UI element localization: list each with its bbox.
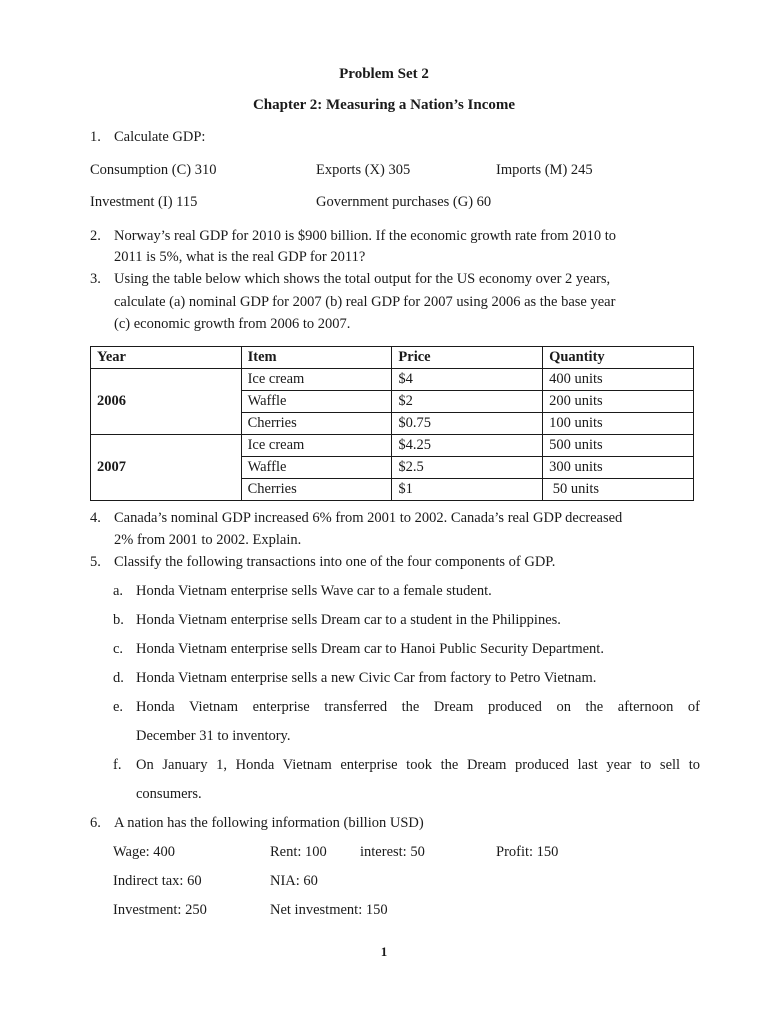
quantity-cell: 500 units [543, 435, 694, 457]
item-text: Honda Vietnam enterprise sells a new Civic Car from factory to Petro Vietnam. [136, 670, 597, 686]
price-cell: $2.5 [392, 457, 543, 479]
quantity-cell: 300 units [543, 457, 694, 479]
table-row [91, 435, 694, 457]
question-number: 4. [90, 510, 101, 526]
price-cell: $0.75 [392, 413, 543, 435]
item-text-line: consumers. [136, 786, 202, 802]
quantity-cell: 400 units [543, 369, 694, 391]
interest-value: interest: 50 [360, 844, 425, 860]
government-value: Government purchases (G) 60 [316, 194, 492, 210]
price-cell: $4.25 [392, 435, 543, 457]
item-text: Honda Vietnam enterprise sells Wave car to a female student. [136, 583, 492, 599]
page-number: 1 [380, 944, 388, 959]
item-letter: e. [113, 699, 124, 715]
table-row [91, 369, 694, 391]
item-cell: Ice cream [241, 435, 392, 457]
item-text-line: On January 1, Honda Vietnam enterprise took the Dream produced last year to sell to [136, 757, 700, 773]
quantity-cell: 50 units [543, 479, 694, 501]
question-text-line: Norway’s real GDP for 2010 is $900 billion. If the economic growth rate from 2010 to [114, 228, 617, 244]
exports-value: Exports (X) 305 [316, 162, 411, 178]
table-header: Item [241, 347, 392, 369]
item-cell: Waffle [241, 457, 392, 479]
table-header: Price [392, 347, 543, 369]
investment-value: Investment: 250 [113, 902, 207, 918]
document-title: Problem Set 2 [339, 66, 429, 82]
indirect-tax-value: Indirect tax: 60 [113, 873, 202, 889]
question-text: A nation has the following information (billion USD) [114, 815, 424, 831]
question-text-line: 2011 is 5%, what is the real GDP for 2011? [114, 249, 366, 265]
question-text-line: 2% from 2001 to 2002. Explain. [114, 532, 302, 548]
output-table [90, 346, 694, 501]
item-cell: Cherries [241, 413, 392, 435]
item-letter: b. [113, 612, 124, 628]
chapter-title: Chapter 2: Measuring a Nation’s Income [252, 97, 516, 113]
table-header: Quantity [543, 347, 694, 369]
table-header-row [91, 347, 694, 369]
question-text-line: calculate (a) nominal GDP for 2007 (b) real GDP for 2007 using 2006 as the base year [114, 294, 616, 310]
price-cell: $2 [392, 391, 543, 413]
consumption-value: Consumption (C) 310 [90, 162, 217, 178]
item-text-line: December 31 to inventory. [136, 728, 291, 744]
net-investment-value: Net investment: 150 [270, 902, 388, 918]
item-text: Honda Vietnam enterprise sells Dream car to a student in the Philippines. [136, 612, 561, 628]
item-letter: d. [113, 670, 124, 686]
imports-value: Imports (M) 245 [496, 162, 593, 178]
wage-value: Wage: 400 [113, 844, 176, 860]
quantity-cell: 200 units [543, 391, 694, 413]
nia-value: NIA: 60 [270, 873, 318, 889]
item-text-line: Honda Vietnam enterprise transferred the Dream produced on the afternoon of [136, 699, 700, 715]
question-text-line: Using the table below which shows the total output for the US economy over 2 years, [114, 271, 611, 287]
question-text-line: (c) economic growth from 2006 to 2007. [114, 316, 351, 332]
item-text: Honda Vietnam enterprise sells Dream car to Hanoi Public Security Department. [136, 641, 604, 657]
question-number: 1. [90, 129, 101, 145]
item-cell: Cherries [241, 479, 392, 501]
year-cell: 2006 [91, 369, 242, 435]
price-cell: $4 [392, 369, 543, 391]
question-text-line: Canada’s nominal GDP increased 6% from 2001 to 2002. Canada’s real GDP decreased [114, 510, 623, 526]
profit-value: Profit: 150 [496, 844, 559, 860]
question-number: 6. [90, 815, 101, 831]
question-number: 3. [90, 271, 101, 287]
question-text: Calculate GDP: [114, 129, 206, 145]
investment-value: Investment (I) 115 [90, 194, 198, 210]
table-header: Year [91, 347, 242, 369]
question-number: 5. [90, 554, 101, 570]
year-cell: 2007 [91, 435, 242, 501]
question-text: Classify the following transactions into one of the four components of GDP. [114, 554, 556, 570]
item-letter: a. [113, 583, 124, 599]
price-cell: $1 [392, 479, 543, 501]
item-letter: f. [113, 757, 122, 773]
quantity-cell: 100 units [543, 413, 694, 435]
item-cell: Waffle [241, 391, 392, 413]
question-number: 2. [90, 228, 101, 244]
item-cell: Ice cream [241, 369, 392, 391]
rent-value: Rent: 100 [270, 844, 327, 860]
item-letter: c. [113, 641, 124, 657]
